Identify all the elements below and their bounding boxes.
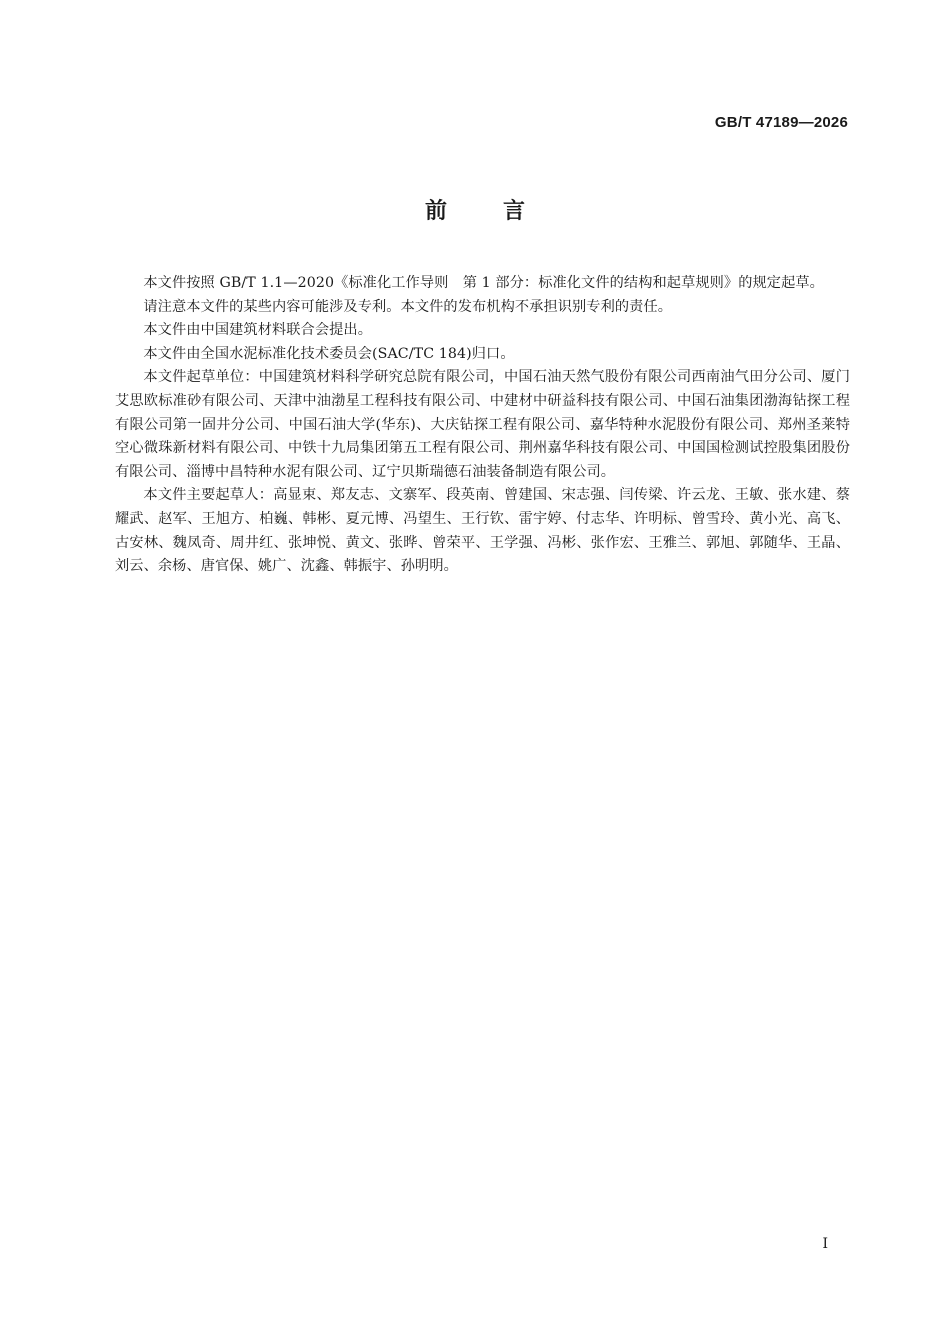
paragraph-drafters: 本文件主要起草人：高显束、郑友志、文寨军、段英南、曾建国、宋志强、闫传梁、许云龙、王敏、张水建、蔡耀武、赵军、王旭方、柏巍、韩彬、夏元博、冯望生、王行钦、雷宇婷、付志华、许明标、曾雪玲、黄小光、高飞、古安林、魏凤奇、周井红、张坤悦、黄文、张晔、曾荣平、王学强、冯彬、张作宏、王雅兰、郭旭、郭随华、王晶、刘云、余杨、唐官保、姚广、沈鑫、韩振宇、孙明明。	[115, 487, 850, 575]
page-title: 前言	[424, 199, 581, 224]
paragraph-drafting-rules: 本文件按照 GB/T 1.1—2020《标准化工作导则 第 1 部分：标准化文件的结构和起草规则》的规定起草。	[143, 275, 824, 291]
paragraph-patent-notice: 请注意本文件的某些内容可能涉及专利。本文件的发布机构不承担识别专利的责任。	[143, 298, 673, 315]
paragraph-proposer: 本文件由中国建筑材料联合会提出。	[143, 322, 372, 339]
foreword-body	[115, 272, 850, 579]
paragraph-technical-committee: 本文件由全国水泥标准化技术委员会(SAC/TC 184)归口。	[143, 345, 515, 362]
page-number: I	[822, 1236, 828, 1252]
standard-number: GB/T 47189—2026	[714, 114, 848, 131]
paragraph-drafting-organizations: 本文件起草单位：中国建筑材料科学研究总院有限公司，中国石油天然气股份有限公司西南油气田分公司、厦门艾思欧标准砂有限公司、天津中油渤星工程科技有限公司、中建材中研益科技有限公司、中国石油集团渤海钻探工程有限公司第一固井分公司、中国石油大学(华东)、大庆钻探工程有限公司、嘉华特种水泥股份有限公司、郑州圣莱特空心微珠新材料有限公司、中铁十九局集团第五工程有限公司、荆州嘉华科技有限公司、中国国检测试控股集团股份有限公司、淄博中昌特种水泥有限公司、辽宁贝斯瑞德石油装备制造有限公司。	[115, 369, 850, 480]
